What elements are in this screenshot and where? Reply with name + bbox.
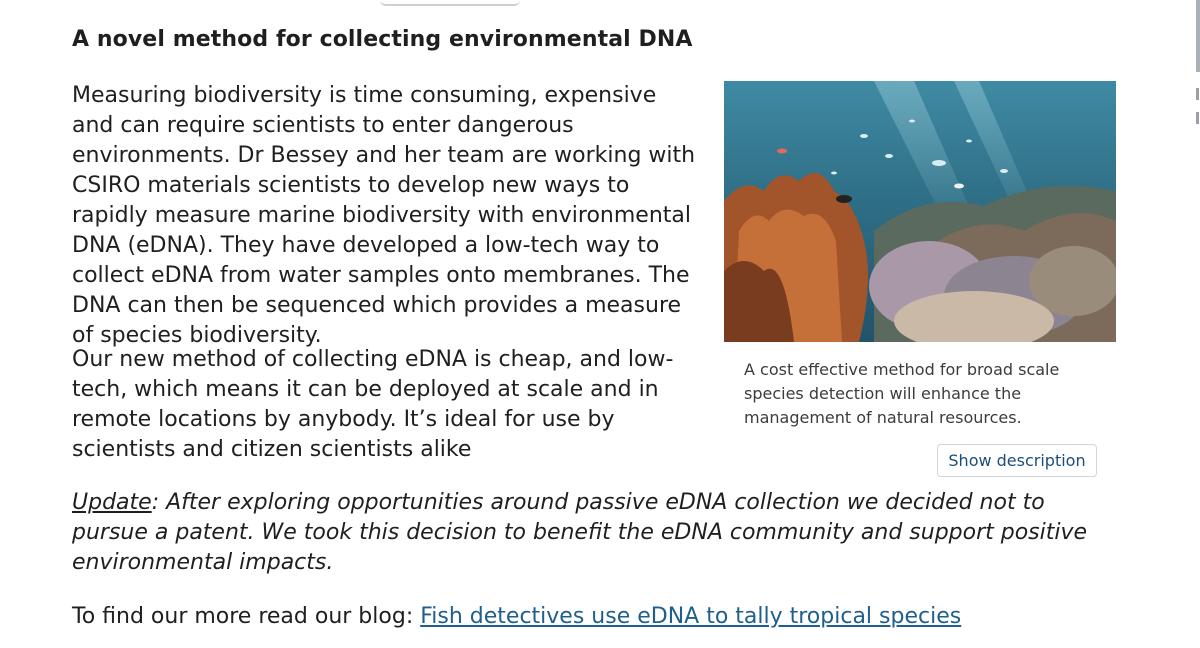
- method-paragraph: Our new method of collecting eDNA is cheap, and low-tech, which means it can be deployed at scale and in remote locations by anybody. It’s ideal for use by scientists and citizen scientists alike: [72, 347, 674, 462]
- intro-paragraph: Measuring biodiversity is time consuming, expensive and can require scientists to enter dangerous environments. Dr Bessey and her team are working with CSIRO materials scientists to develop new ways to rapidly measure marine biodiversity with environmental DNA (eDNA). They have developed a low-tech way to collect eDNA from water samples onto membranes. The DNA can then be sequenced which provides a measure of species biodiversity.: [72, 83, 696, 348]
- figure-caption: A cost effective method for broad scale species detection will enhance the management of natural resources.: [744, 360, 1060, 427]
- update-label: Update: [72, 490, 152, 515]
- section-heading: A novel method for collecting environmental DNA: [72, 27, 693, 52]
- blog-link[interactable]: Fish detectives use eDNA to tally tropical species: [420, 604, 962, 629]
- coral-reef-image: [724, 81, 1116, 342]
- coral-reef-photo: [724, 81, 1116, 342]
- update-paragraph: [72, 488, 1112, 578]
- right-edge-text-fragment: [1196, 88, 1200, 138]
- clipped-previous-heading: [380, 0, 520, 6]
- blog-paragraph: [72, 602, 1112, 632]
- show-description-button[interactable]: Show description: [937, 444, 1097, 477]
- right-edge-image-fragment: [1196, 0, 1200, 72]
- update-text: : After exploring opportunities around passive eDNA collection we decided not to pursue a patent. We took this decision to benefit the eDNA community and support positive environmental impacts.: [72, 490, 1088, 575]
- blog-prefix: To find our more read our blog:: [72, 604, 421, 629]
